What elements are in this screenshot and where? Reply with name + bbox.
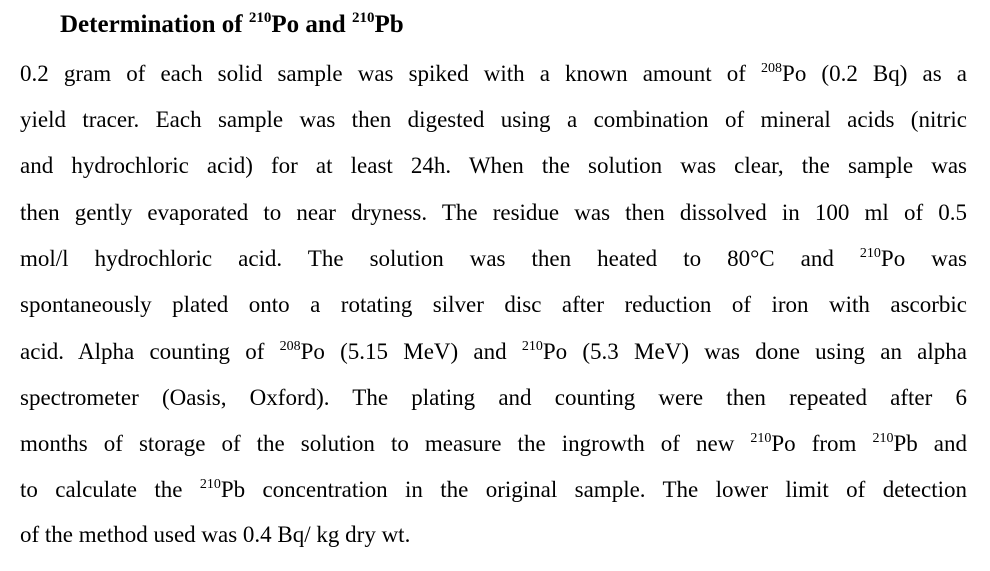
line-text: months of storage of the solution to measure the ingrowth of new <box>20 431 751 456</box>
isotope-superscript: 210 <box>872 431 894 446</box>
paragraph-line-7 <box>20 337 967 367</box>
line-text: and hydrochloric acid) for at least 24h. When the solution was clear, the sample was <box>20 153 967 178</box>
line-text: Po (5.3 MeV) was done using an alpha <box>542 339 967 364</box>
paragraph-line-9 <box>20 429 967 459</box>
isotope-superscript: 210 <box>199 477 221 492</box>
line-text: yield tracer. Each sample was then digested using a combination of mineral acids (nitric <box>20 107 967 132</box>
line-text: Po from <box>771 431 873 456</box>
line-text: then gently evaporated to near dryness. The residue was then dissolved in 100 ml of 0.5 <box>20 200 967 225</box>
paragraph-line-6 <box>20 290 967 320</box>
line-text: mol/l hydrochloric acid. The solution was then heated to 80°C and <box>20 246 860 271</box>
isotope-superscript: 210 <box>750 431 772 446</box>
heading-text-1: Determination of <box>60 11 249 38</box>
line-text: Pb and <box>893 431 968 456</box>
isotope-superscript: 208 <box>279 339 301 354</box>
isotope-superscript: 210 <box>859 246 881 261</box>
line-text: spontaneously plated onto a rotating silver disc after reduction of iron with ascorbic <box>20 292 967 317</box>
paragraph-line-3 <box>20 151 967 181</box>
isotope-superscript: 210 <box>521 339 543 354</box>
line-text: Po (5.15 MeV) and <box>300 339 522 364</box>
paragraph-line-10 <box>20 475 967 505</box>
isotope-superscript: 208 <box>761 61 783 76</box>
line-text: 0.2 gram of each solid sample was spiked with a known amount of <box>20 61 762 86</box>
line-text: to calculate the <box>20 477 200 502</box>
paragraph-line-2 <box>20 105 967 135</box>
heading-superscript-2: 210 <box>351 10 375 26</box>
line-text: Pb concentration in the original sample. The lower limit of detection <box>220 477 967 502</box>
paragraph-line-5 <box>20 244 967 274</box>
line-text: spectrometer (Oasis, Oxford). The plating and counting were then repeated after 6 <box>20 385 967 410</box>
line-text: acid. Alpha counting of <box>20 339 280 364</box>
paragraph-line-1 <box>20 59 967 89</box>
heading-text-3: Pb <box>374 11 404 38</box>
line-text: Po was <box>880 246 967 271</box>
section-heading <box>60 10 404 40</box>
heading-text-2: Po and <box>271 11 352 38</box>
line-text: of the method used was 0.4 Bq/ kg dry wt. <box>20 522 411 547</box>
line-text: Po (0.2 Bq) as a <box>782 61 967 86</box>
paragraph-line-11 <box>20 520 967 550</box>
paragraph-line-8 <box>20 383 967 413</box>
paragraph-line-4 <box>20 198 967 228</box>
heading-superscript-1: 210 <box>248 10 272 26</box>
